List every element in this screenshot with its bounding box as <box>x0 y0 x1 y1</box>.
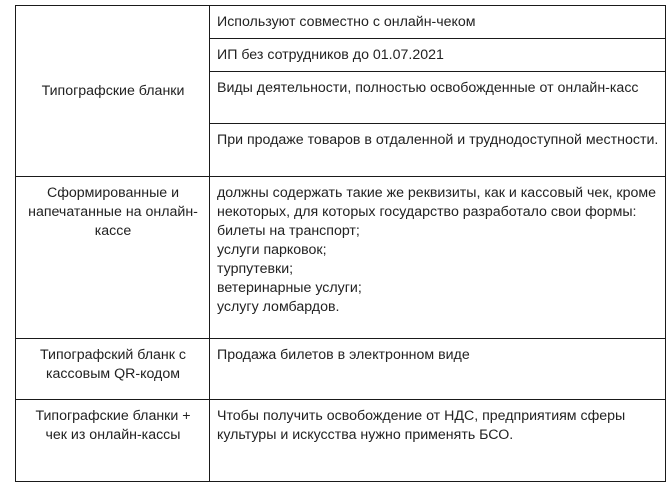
category-cell-qr-code-form: Типографский бланк с кассовым QR-кодом <box>16 339 210 400</box>
category-cell-typographic-forms: Типографские бланки <box>16 6 210 177</box>
table-row <box>16 339 666 400</box>
table-row <box>16 177 666 339</box>
detail-cell-required-details: должны содержать такие же реквизиты, как и кассовый чек, кроме некоторых, для которых государство разработало свои формы: билеты на транспорт; услуги парковок; турпутевки; ветеринарные услуги; услугу ломбардов. <box>210 177 666 339</box>
table-row <box>16 400 666 482</box>
category-cell-forms-plus-receipt: Типографские бланки + чек из онлайн-кассы <box>16 400 210 482</box>
category-cell-online-cash-register: Сформированные и напечатанные на онлайн-кассе <box>16 177 210 339</box>
detail-cell-remote-areas: При продаже товаров в отдаленной и труднодоступной местности. <box>210 124 666 177</box>
table-row <box>16 6 666 39</box>
detail-cell-with-online-receipt: Используют совместно с онлайн-чеком <box>210 6 666 39</box>
bso-table <box>15 5 666 482</box>
detail-cell-exempt-activities: Виды деятельности, полностью освобожденные от онлайн-касс <box>210 72 666 124</box>
detail-cell-vat-exemption: Чтобы получить освобождение от НДС, предприятиям сферы культуры и искусства нужно применять БСО. <box>210 400 666 482</box>
detail-cell-electronic-tickets: Продажа билетов в электронном виде <box>210 339 666 400</box>
detail-cell-sole-proprietor: ИП без сотрудников до 01.07.2021 <box>210 39 666 72</box>
table-body <box>16 6 666 482</box>
